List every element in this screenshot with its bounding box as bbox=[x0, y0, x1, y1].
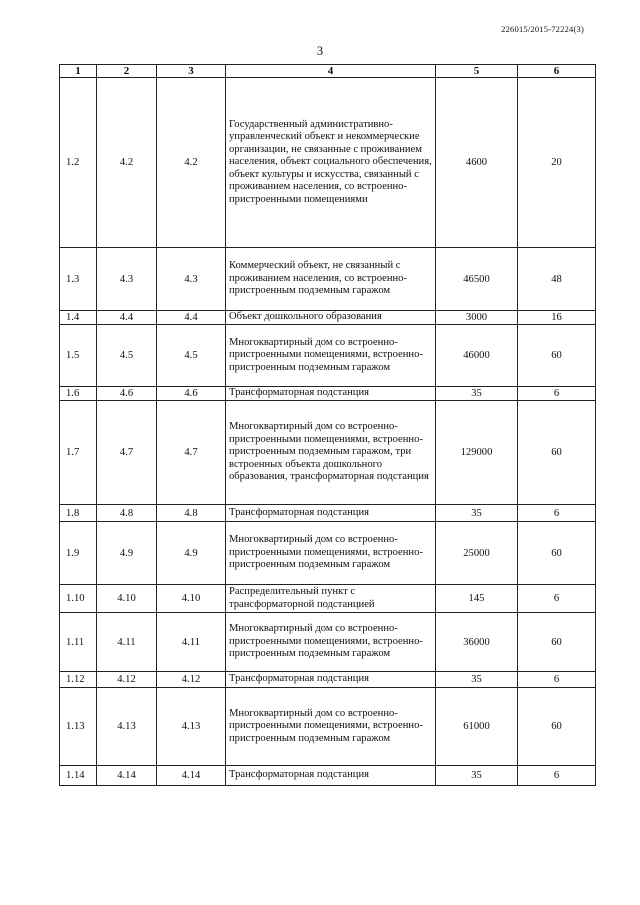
cell-height: 20 bbox=[518, 78, 596, 248]
table-row bbox=[60, 325, 596, 387]
table-row bbox=[60, 522, 596, 585]
cell-plot: 4.7 bbox=[157, 401, 226, 505]
cell-number: 1.10 bbox=[60, 585, 97, 613]
cell-plot: 4.11 bbox=[157, 613, 226, 672]
column-header-5: 5 bbox=[436, 65, 518, 78]
cell-zone: 4.8 bbox=[97, 505, 157, 522]
cell-height: 60 bbox=[518, 401, 596, 505]
cell-zone: 4.12 bbox=[97, 672, 157, 688]
cell-height: 60 bbox=[518, 522, 596, 585]
cell-zone: 4.9 bbox=[97, 522, 157, 585]
cell-number: 1.5 bbox=[60, 325, 97, 387]
cell-number: 1.11 bbox=[60, 613, 97, 672]
table-row bbox=[60, 672, 596, 688]
table-row bbox=[60, 248, 596, 311]
cell-height: 6 bbox=[518, 387, 596, 401]
cell-description: Коммерческий объект, не связанный с проживанием населения, со встроенно-пристроенным подземным гаражом bbox=[226, 248, 436, 311]
table-row bbox=[60, 688, 596, 766]
cell-area: 25000 bbox=[436, 522, 518, 585]
cell-area: 46000 bbox=[436, 325, 518, 387]
cell-zone: 4.13 bbox=[97, 688, 157, 766]
cell-area: 129000 bbox=[436, 401, 518, 505]
cell-number: 1.8 bbox=[60, 505, 97, 522]
cell-plot: 4.6 bbox=[157, 387, 226, 401]
cell-area: 35 bbox=[436, 505, 518, 522]
cell-description: Многоквартирный дом со встроенно-пристроенными помещениями, встроенно-пристроенным подземным гаражом bbox=[226, 522, 436, 585]
cell-plot: 4.4 bbox=[157, 311, 226, 325]
table-row bbox=[60, 387, 596, 401]
cell-area: 35 bbox=[436, 672, 518, 688]
table-row bbox=[60, 505, 596, 522]
cell-area: 36000 bbox=[436, 613, 518, 672]
column-header-2: 2 bbox=[97, 65, 157, 78]
cell-description: Многоквартирный дом со встроенно-пристроенными помещениями, встроенно-пристроенным подземным гаражом bbox=[226, 613, 436, 672]
cell-description: Государственный административно-управленческий объект и некоммерческие организации, не связанные с проживанием населения, объект социального обеспечения, объект культуры и искусства, связанный с проживанием населения, со встроенно-пристроенными помещениями bbox=[226, 78, 436, 248]
cell-area: 46500 bbox=[436, 248, 518, 311]
cell-description: Трансформаторная подстанция bbox=[226, 505, 436, 522]
cell-height: 6 bbox=[518, 505, 596, 522]
cell-plot: 4.8 bbox=[157, 505, 226, 522]
header-row bbox=[60, 65, 596, 78]
cell-zone: 4.2 bbox=[97, 78, 157, 248]
table-row bbox=[60, 311, 596, 325]
cell-plot: 4.10 bbox=[157, 585, 226, 613]
cell-zone: 4.5 bbox=[97, 325, 157, 387]
cell-number: 1.9 bbox=[60, 522, 97, 585]
cell-number: 1.13 bbox=[60, 688, 97, 766]
cell-number: 1.2 bbox=[60, 78, 97, 248]
cell-zone: 4.6 bbox=[97, 387, 157, 401]
cell-height: 16 bbox=[518, 311, 596, 325]
cell-area: 145 bbox=[436, 585, 518, 613]
cell-zone: 4.14 bbox=[97, 766, 157, 786]
cell-area: 35 bbox=[436, 766, 518, 786]
cell-plot: 4.5 bbox=[157, 325, 226, 387]
column-header-1: 1 bbox=[60, 65, 97, 78]
cell-plot: 4.12 bbox=[157, 672, 226, 688]
cell-number: 1.6 bbox=[60, 387, 97, 401]
table-row bbox=[60, 766, 596, 786]
cell-description: Распределительный пункт с трансформаторной подстанцией bbox=[226, 585, 436, 613]
page-number: 3 bbox=[316, 44, 324, 58]
cell-description: Трансформаторная подстанция bbox=[226, 387, 436, 401]
cell-zone: 4.10 bbox=[97, 585, 157, 613]
cell-height: 60 bbox=[518, 688, 596, 766]
cell-description: Многоквартирный дом со встроенно-пристроенными помещениями, встроенно-пристроенным подземным гаражом bbox=[226, 325, 436, 387]
table-row bbox=[60, 585, 596, 613]
cell-height: 48 bbox=[518, 248, 596, 311]
cell-zone: 4.11 bbox=[97, 613, 157, 672]
cell-plot: 4.14 bbox=[157, 766, 226, 786]
cell-area: 4600 bbox=[436, 78, 518, 248]
cell-plot: 4.2 bbox=[157, 78, 226, 248]
cell-plot: 4.9 bbox=[157, 522, 226, 585]
cell-description: Объект дошкольного образования bbox=[226, 311, 436, 325]
cell-number: 1.7 bbox=[60, 401, 97, 505]
data-table bbox=[59, 64, 596, 786]
column-header-4: 4 bbox=[226, 65, 436, 78]
cell-height: 6 bbox=[518, 766, 596, 786]
column-header-3: 3 bbox=[157, 65, 226, 78]
cell-description: Многоквартирный дом со встроенно-пристроенными помещениями, встроенно-пристроенным подземным гаражом, три встроенных объекта дошкольного образования, трансформаторная подстанция bbox=[226, 401, 436, 505]
cell-number: 1.14 bbox=[60, 766, 97, 786]
cell-height: 60 bbox=[518, 613, 596, 672]
cell-zone: 4.4 bbox=[97, 311, 157, 325]
cell-area: 35 bbox=[436, 387, 518, 401]
cell-plot: 4.13 bbox=[157, 688, 226, 766]
cell-number: 1.3 bbox=[60, 248, 97, 311]
cell-zone: 4.3 bbox=[97, 248, 157, 311]
document-id: 226015/2015-72224(3) bbox=[501, 24, 584, 34]
cell-area: 61000 bbox=[436, 688, 518, 766]
cell-number: 1.4 bbox=[60, 311, 97, 325]
cell-number: 1.12 bbox=[60, 672, 97, 688]
cell-area: 3000 bbox=[436, 311, 518, 325]
column-header-6: 6 bbox=[518, 65, 596, 78]
cell-description: Трансформаторная подстанция bbox=[226, 672, 436, 688]
table-row bbox=[60, 401, 596, 505]
cell-description: Многоквартирный дом со встроенно-пристроенными помещениями, встроенно-пристроенным подземным гаражом bbox=[226, 688, 436, 766]
table-row bbox=[60, 613, 596, 672]
cell-zone: 4.7 bbox=[97, 401, 157, 505]
cell-height: 6 bbox=[518, 672, 596, 688]
cell-plot: 4.3 bbox=[157, 248, 226, 311]
cell-height: 60 bbox=[518, 325, 596, 387]
table-row bbox=[60, 78, 596, 248]
cell-description: Трансформаторная подстанция bbox=[226, 766, 436, 786]
cell-height: 6 bbox=[518, 585, 596, 613]
